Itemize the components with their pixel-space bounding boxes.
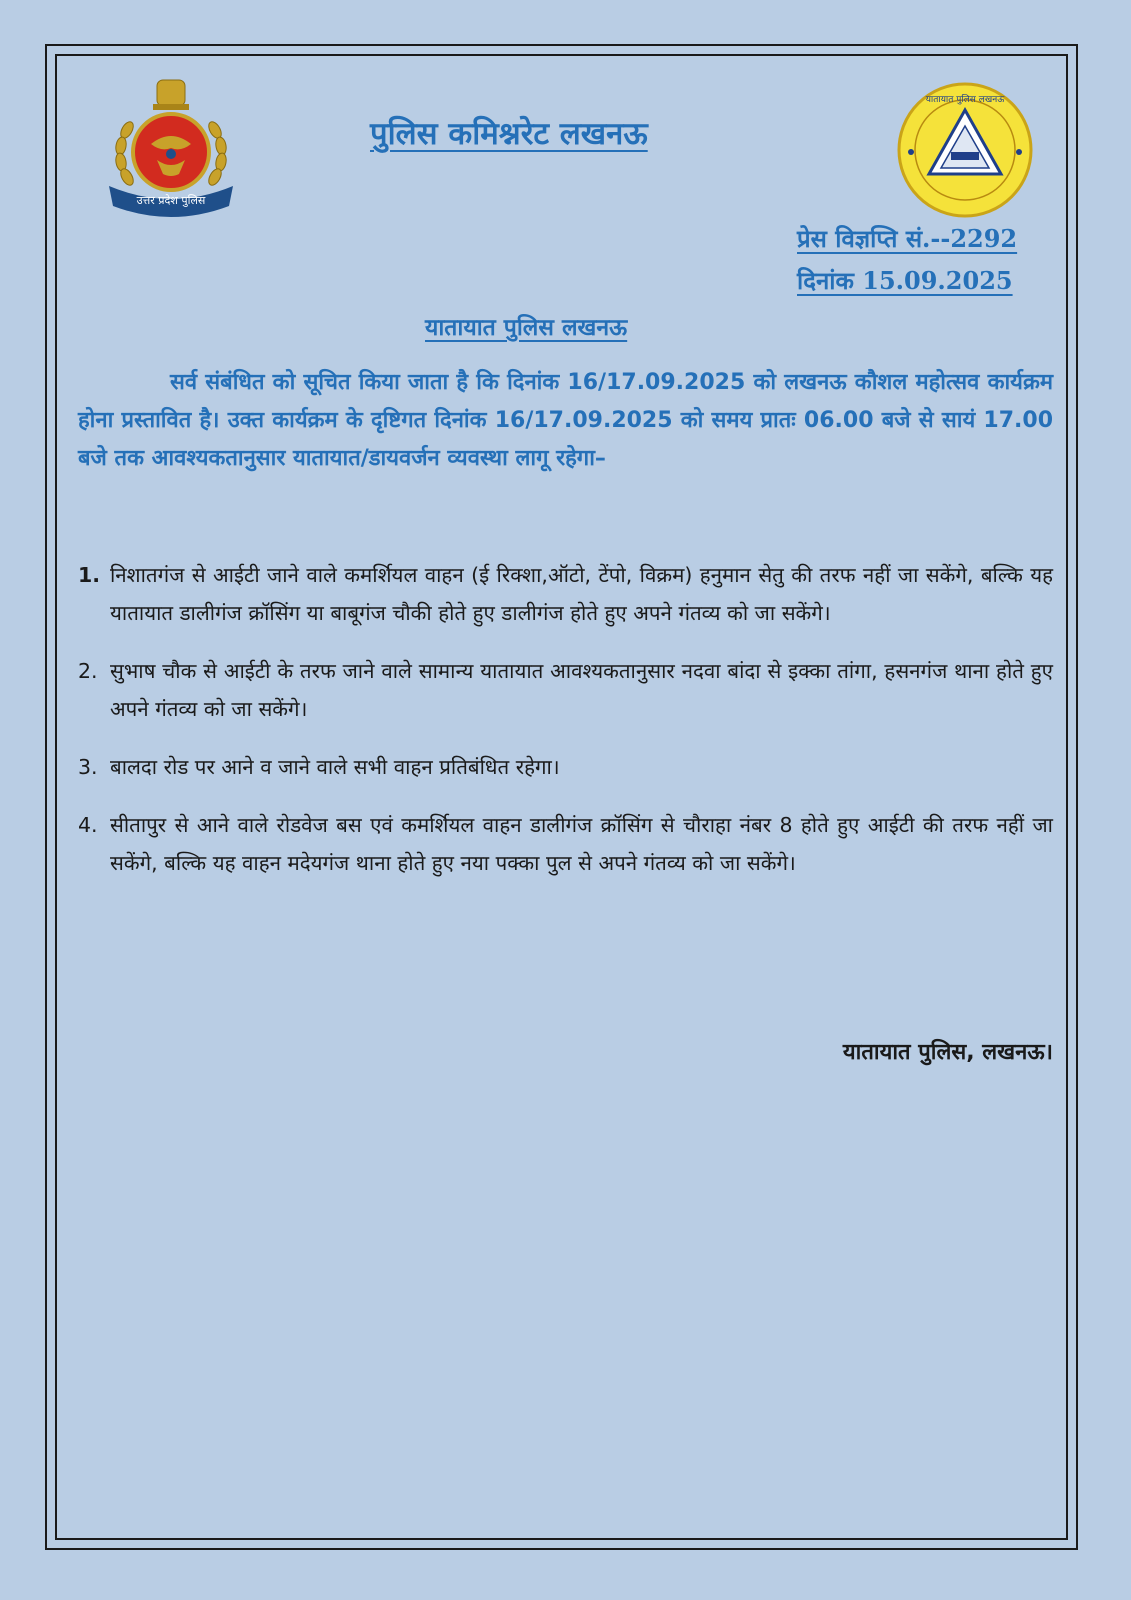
- item-text: निशातगंज से आईटी जाने वाले कमर्शियल वाहन (ई रिक्शा,ऑटो, टेंपो, विक्रम) हनुमान सेतु की तरफ नहीं जा सकेंगे, बल्कि यह यातायात डालीगंज क्रॉसिंग या बाबूगंज चौकी होते हुए डालीगंज होते हुए अपने गंतव्य को जा सकेंगे।: [110, 563, 1053, 625]
- press-release-date: दिनांक 15.09.2025: [797, 266, 1013, 295]
- item-text: बालदा रोड पर आने व जाने वाले सभी वाहन प्रतिबंधित रहेगा।: [110, 755, 560, 779]
- item-text: सीतापुर से आने वाले रोडवेज बस एवं कमर्शियल वाहन डालीगंज क्रॉसिंग से चौराहा नंबर 8 होते हुए आईटी की तरफ नहीं जा सकेंगे, बल्कि यह वाहन मदेयगंज थाना होते हुए नया पक्का पुल से अपने गंतव्य को जा सकेंगे।: [110, 813, 1053, 875]
- svg-text:यातायात पुलिस लखनऊ: यातायात पुलिस लखनऊ: [925, 95, 1005, 105]
- diversion-list: [78, 556, 1053, 902]
- up-police-emblem-logo: [105, 78, 237, 218]
- item-number: 4.: [78, 813, 98, 837]
- list-item: [78, 748, 1053, 786]
- page-title: पुलिस कमिश्नरेट लखनऊ: [370, 116, 648, 152]
- list-item: [78, 806, 1053, 882]
- item-number: 1.: [78, 563, 101, 587]
- signature-line: यातायात पुलिस, लखनऊ।: [842, 1040, 1053, 1065]
- intro-paragraph: सर्व संबंधित को सूचित किया जाता है कि दिनांक 16/17.09.2025 को लखनऊ कौशल महोत्सव कार्यक्रम होना प्रस्तावित है। उक्त कार्यक्रम के दृष्टिगत दिनांक 16/17.09.2025 को समय प्रातः 06.00 बजे से सायं 17.00 बजे तक आवश्यकतानुसार यातायात/डायवर्जन व्यवस्था लागू रहेगा–: [78, 370, 1053, 471]
- section-heading: यातायात पुलिस लखनऊ: [425, 315, 628, 341]
- svg-text:उत्तर प्रदेश पुलिस: उत्तर प्रदेश पुलिस: [136, 194, 206, 207]
- list-item: [78, 652, 1053, 728]
- item-text: सुभाष चौक से आईटी के तरफ जाने वाले सामान्य यातायात आवश्यकतानुसार नदवा बांदा से इक्का तांगा, हसनगंज थाना होते हुए अपने गंतव्य को जा सकेंगे।: [110, 659, 1053, 721]
- traffic-police-emblem-logo: [895, 80, 1035, 220]
- press-release-number: प्रेस विज्ञप्ति सं.--2292: [797, 224, 1018, 253]
- item-number: 3.: [78, 755, 98, 779]
- item-number: 2.: [78, 659, 98, 683]
- list-item: [78, 556, 1053, 632]
